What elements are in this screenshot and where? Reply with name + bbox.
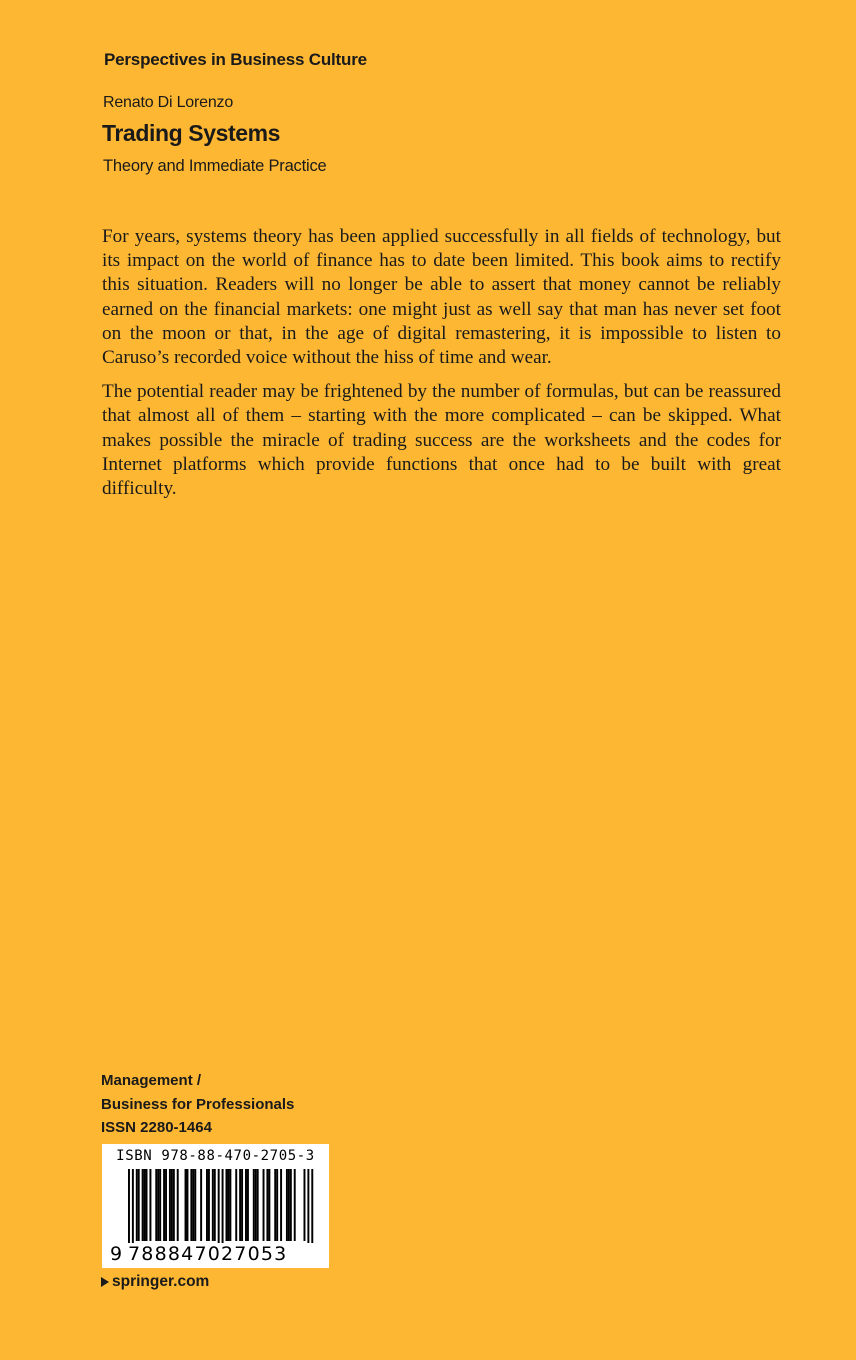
- barcode-bar: [136, 1169, 138, 1241]
- barcode-bar: [235, 1169, 237, 1241]
- barcode-bar: [214, 1169, 216, 1241]
- barcode-bar: [169, 1169, 171, 1241]
- barcode-bar: [253, 1169, 255, 1241]
- barcode-bar: [132, 1169, 134, 1247]
- barcode-bar: [286, 1169, 288, 1241]
- barcode-bar: [307, 1169, 309, 1247]
- barcode-bar: [206, 1169, 208, 1241]
- barcode-bar: [226, 1169, 228, 1241]
- barcode-bar: [165, 1169, 167, 1241]
- isbn-digits: 788847027053: [126, 1243, 328, 1265]
- isbn-lead-digit: 9: [110, 1243, 123, 1265]
- subject-line: Management /: [101, 1072, 202, 1089]
- barcode-bar: [138, 1169, 140, 1241]
- barcode-bar: [146, 1169, 148, 1241]
- barcode-bar: [142, 1169, 144, 1241]
- barcode-bar: [247, 1169, 249, 1241]
- author-name: Renato Di Lorenzo: [103, 94, 234, 111]
- barcode-bar: [128, 1169, 130, 1247]
- barcode-bar: [288, 1169, 290, 1241]
- barcode-bar: [266, 1169, 268, 1241]
- barcode-bar: [245, 1169, 247, 1241]
- isbn-barcode: [102, 1144, 329, 1268]
- series-title: Perspectives in Business Culture: [104, 50, 367, 69]
- barcode-bar: [229, 1169, 231, 1241]
- description-paragraph: For years, systems theory has been applied successfully in all fields of technology, but its impact on the world of finance has to date been limited. This book aims to rectify this situation. Readers will no longer be able to assert that money cannot be reliably earned on the financial markets: one might just as well say that man has never set foot on the moon or that, in the age of digital remastering, it is impossible to listen to Caruso’s recorded voice without the hiss of time and wear.: [102, 226, 781, 369]
- barcode-bar: [173, 1169, 175, 1241]
- barcode-bar: [276, 1169, 278, 1241]
- barcode-bar: [222, 1169, 224, 1247]
- barcode-bar: [263, 1169, 265, 1241]
- barcode-bar: [194, 1169, 196, 1241]
- barcode-bar: [208, 1169, 210, 1241]
- barcode-bar: [171, 1169, 173, 1241]
- barcode-bar: [177, 1169, 179, 1241]
- barcode-bar: [239, 1169, 241, 1241]
- barcode-bar: [257, 1169, 259, 1241]
- description-paragraph: The potential reader may be frightened by the number of formulas, but can be reassured that almost all of them – starting with the more complicated – can be skipped. What makes possible the miracle of trading success are the worksheets and the codes for Internet platforms which provide functions that once had to be built with great difficulty.: [102, 381, 781, 500]
- barcode-bar: [149, 1169, 151, 1241]
- barcode-bar: [255, 1169, 257, 1241]
- barcode-bar: [192, 1169, 194, 1241]
- barcode-bar: [227, 1169, 229, 1241]
- barcode-bar: [294, 1169, 296, 1241]
- barcode-bar: [212, 1169, 214, 1241]
- barcode-bar: [155, 1169, 157, 1241]
- barcode-bar: [304, 1169, 306, 1241]
- barcode-bar: [157, 1169, 159, 1241]
- barcode-bar: [218, 1169, 220, 1247]
- book-title: Trading Systems: [102, 120, 281, 146]
- issn-number: ISSN 2280-1464: [101, 1119, 212, 1136]
- barcode-bar: [241, 1169, 243, 1241]
- book-description: [102, 225, 781, 511]
- barcode-bar: [190, 1169, 192, 1241]
- subject-line: Business for Professionals: [101, 1095, 295, 1113]
- barcode-bar: [311, 1169, 313, 1247]
- barcode-bar: [159, 1169, 161, 1241]
- isbn-label: ISBN 978-88-470-2705-3: [116, 1148, 315, 1164]
- arrow-right-icon: [101, 1277, 109, 1287]
- barcode-bar: [144, 1169, 146, 1241]
- publisher-link[interactable]: [101, 1273, 209, 1291]
- barcode-bar: [274, 1169, 276, 1241]
- book-subtitle: Theory and Immediate Practice: [103, 157, 327, 175]
- barcode-bar: [200, 1169, 202, 1241]
- subject-classification: [101, 1069, 294, 1140]
- barcode-bar: [290, 1169, 292, 1241]
- publisher-url: springer.com: [112, 1273, 210, 1290]
- barcode-bar: [185, 1169, 187, 1241]
- barcode-bar: [280, 1169, 282, 1241]
- barcode-bar: [187, 1169, 189, 1241]
- barcode-bar: [268, 1169, 270, 1241]
- barcode-bar: [163, 1169, 165, 1241]
